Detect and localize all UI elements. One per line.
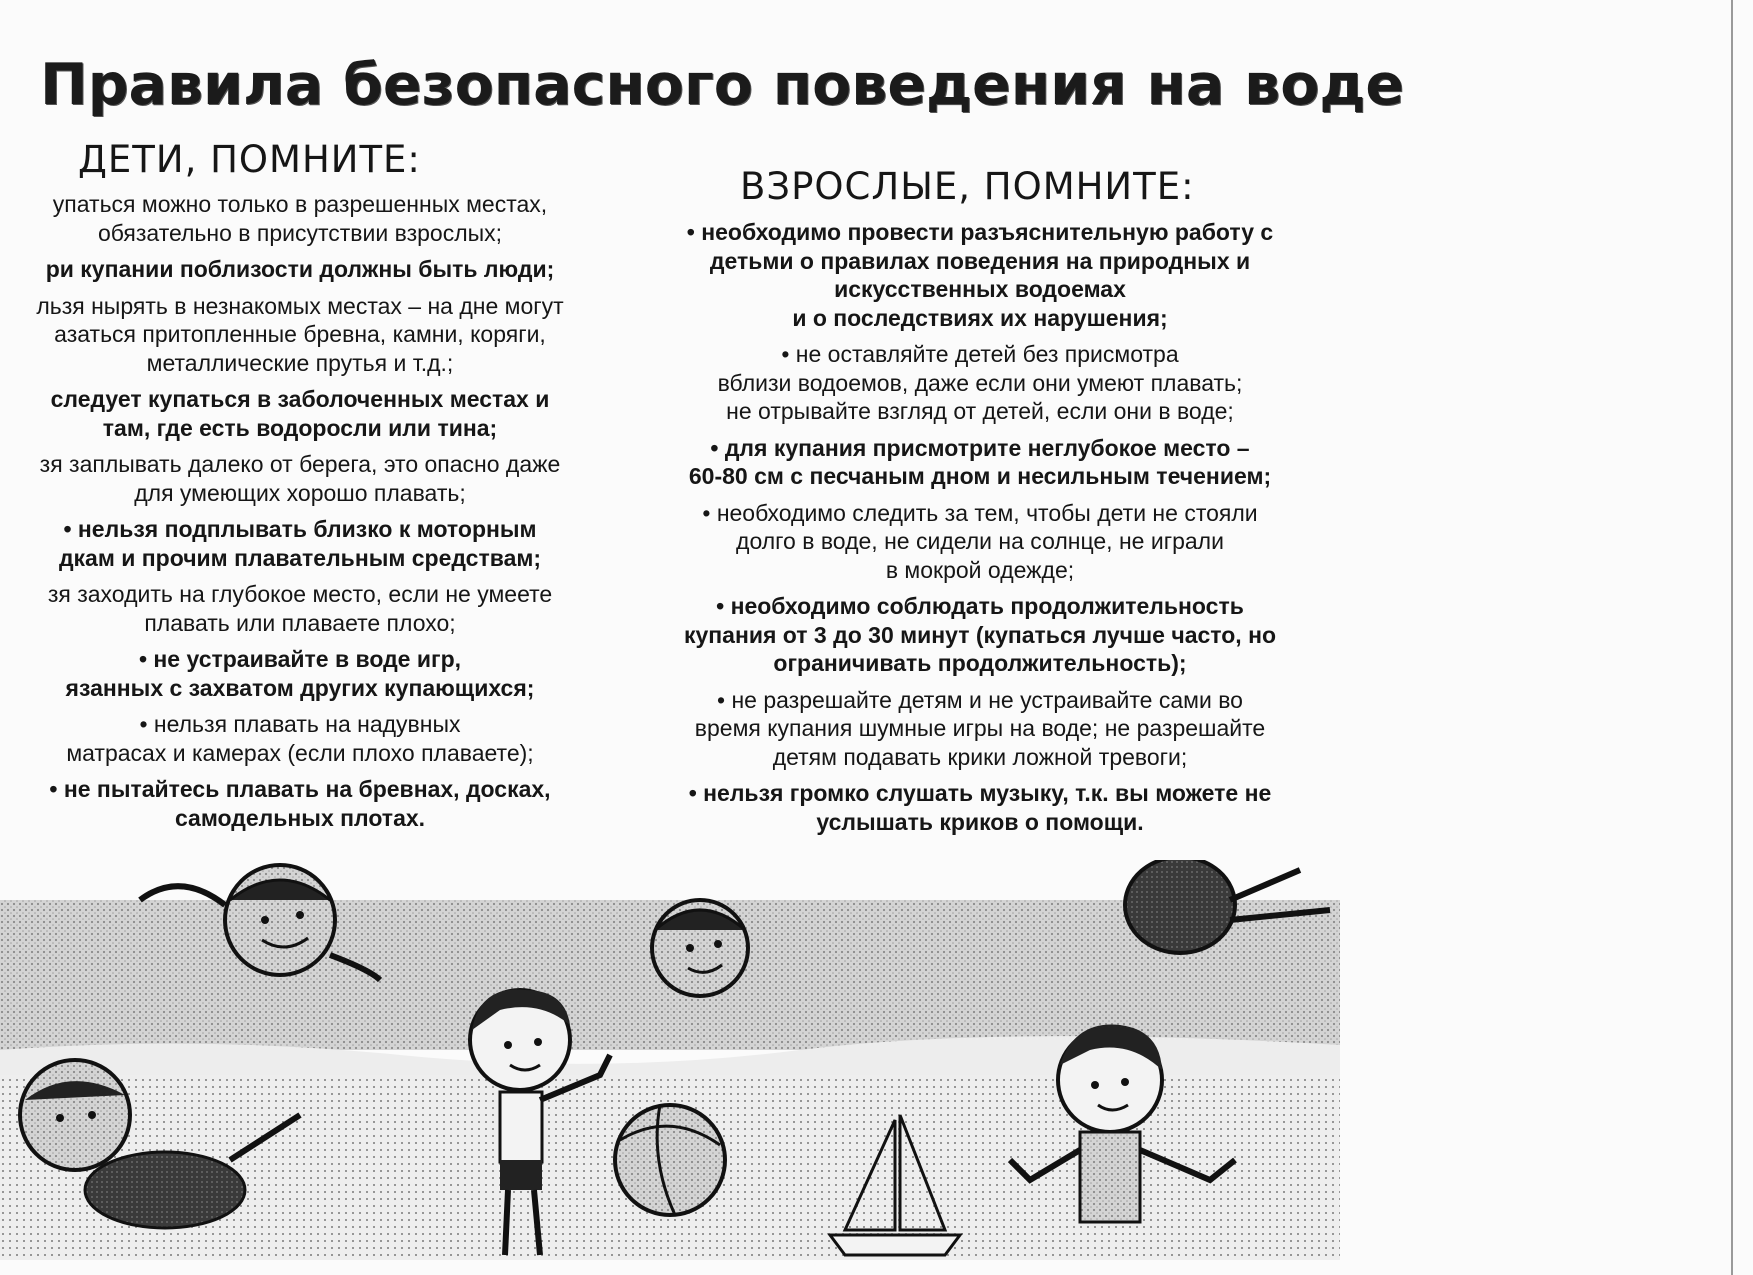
adults-rule <box>630 434 1330 491</box>
rule-line: • необходимо следить за тем, чтобы дети не стояли <box>702 499 1258 526</box>
kids-rule <box>0 645 600 702</box>
kids-rule <box>0 710 600 767</box>
rule-line: дкам и прочим плавательным средствам; <box>58 544 542 571</box>
rule-line: • нельзя подплывать близко к моторным <box>63 516 537 542</box>
rule-line: плавать или плаваете плохо; <box>144 609 456 636</box>
rule-line: и о последствиях их нарушения; <box>792 304 1168 331</box>
kids-rule <box>0 775 600 832</box>
rule-line: детьми о правилах поведения на природных и <box>709 247 1251 274</box>
rule-line: зя заплывать далеко от берега, это опасно даже <box>39 451 561 477</box>
rule-line: • не устраивайте в воде игр, <box>138 646 462 672</box>
rule-line: ри купании поблизости должны быть люди; <box>45 256 555 282</box>
rule-line: металлические прутья и т.д.; <box>146 349 454 376</box>
rule-line: • нельзя громко слушать музыку, т.к. вы можете не <box>688 780 1272 806</box>
rule-line: • не оставляйте детей без присмотра <box>781 341 1179 367</box>
rule-line: льзя нырять в незнакомых местах – на дне могут <box>36 292 564 319</box>
rule-line: матрасах и камерах (если плохо плаваете); <box>66 739 534 766</box>
rule-line: вблизи водоемов, даже если они умеют плавать; <box>717 369 1243 396</box>
rule-line: искусственных водоемах <box>834 276 1126 302</box>
rule-line: там, где есть водоросли или тина; <box>102 414 498 441</box>
rule-line: следует купаться в заболоченных местах и <box>50 386 550 412</box>
rule-line: не отрывайте взгляд от детей, если они в воде; <box>726 398 1234 424</box>
rule-line: услышать криков о помощи. <box>816 808 1144 835</box>
rule-line: купания от 3 до 30 минут (купаться лучше часто, но <box>683 621 1277 648</box>
rule-line: в мокрой одежде; <box>885 556 1075 583</box>
rule-line: упаться можно только в разрешенных местах, <box>52 191 548 217</box>
kids-rule <box>0 385 600 442</box>
rule-line: • не разрешайте детям и не устраивайте сами во <box>717 686 1243 713</box>
rule-line: азаться притопленные бревна, камни, коряги, <box>54 321 546 347</box>
beach-ball <box>615 1105 725 1215</box>
adults-rule <box>630 592 1330 678</box>
rule-line: • для купания присмотрите неглубокое место – <box>710 434 1250 461</box>
kids-rule <box>0 292 600 378</box>
beach-scene-graphic <box>0 860 1340 1260</box>
adults-rules-list <box>630 218 1330 836</box>
rule-line: • необходимо соблюдать продолжительность <box>716 593 1244 619</box>
adults-rule <box>630 686 1330 772</box>
rule-line: для умеющих хорошо плавать; <box>134 479 466 506</box>
adults-heading: ВЗРОСЛЫЕ, ПОМНИТЕ: <box>740 165 1195 208</box>
page-title: Правила безопасного поведения на воде <box>40 52 1405 118</box>
kids-rule <box>0 580 600 637</box>
kids-rule <box>0 515 600 572</box>
rule-line: время купания шумные игры на воде; не разрешайте <box>694 715 1266 741</box>
rule-line: зя заходить на глубокое место, если не умеете <box>47 581 553 607</box>
kids-rule <box>0 450 600 507</box>
rule-line: • необходимо провести разъяснительную работу с <box>686 219 1274 245</box>
kids-rule <box>0 255 600 284</box>
adults-rules-column <box>630 218 1330 844</box>
kids-heading: ДЕТИ, ПОМНИТЕ: <box>78 138 421 181</box>
rule-line: обязательно в присутствии взрослых; <box>97 219 503 246</box>
rule-line: • нельзя плавать на надувных <box>139 711 461 737</box>
scan-edge <box>1731 0 1733 1275</box>
adults-rule <box>630 340 1330 426</box>
rule-line: ограничивать продолжительность); <box>773 650 1187 676</box>
kids-rule <box>0 190 600 247</box>
adults-rule <box>630 218 1330 332</box>
rule-line: 60-80 см с песчаным дном и несильным течением; <box>688 463 1272 489</box>
adults-rule <box>630 779 1330 836</box>
kids-rules-column <box>0 190 600 840</box>
rule-line: долго в воде, не сидели на солнце, не играли <box>736 528 1224 554</box>
kids-rules-list <box>0 190 600 832</box>
rule-line: • не пытайтесь плавать на бревнах, досках, <box>49 776 551 802</box>
swimmer-center <box>652 900 748 996</box>
adults-rule <box>630 499 1330 585</box>
rule-line: язанных с захватом других купающихся; <box>65 674 535 701</box>
beach-illustration <box>0 860 1340 1260</box>
rule-line: самодельных плотах. <box>174 804 426 831</box>
rule-line: детям подавать крики ложной тревоги; <box>772 743 1188 770</box>
